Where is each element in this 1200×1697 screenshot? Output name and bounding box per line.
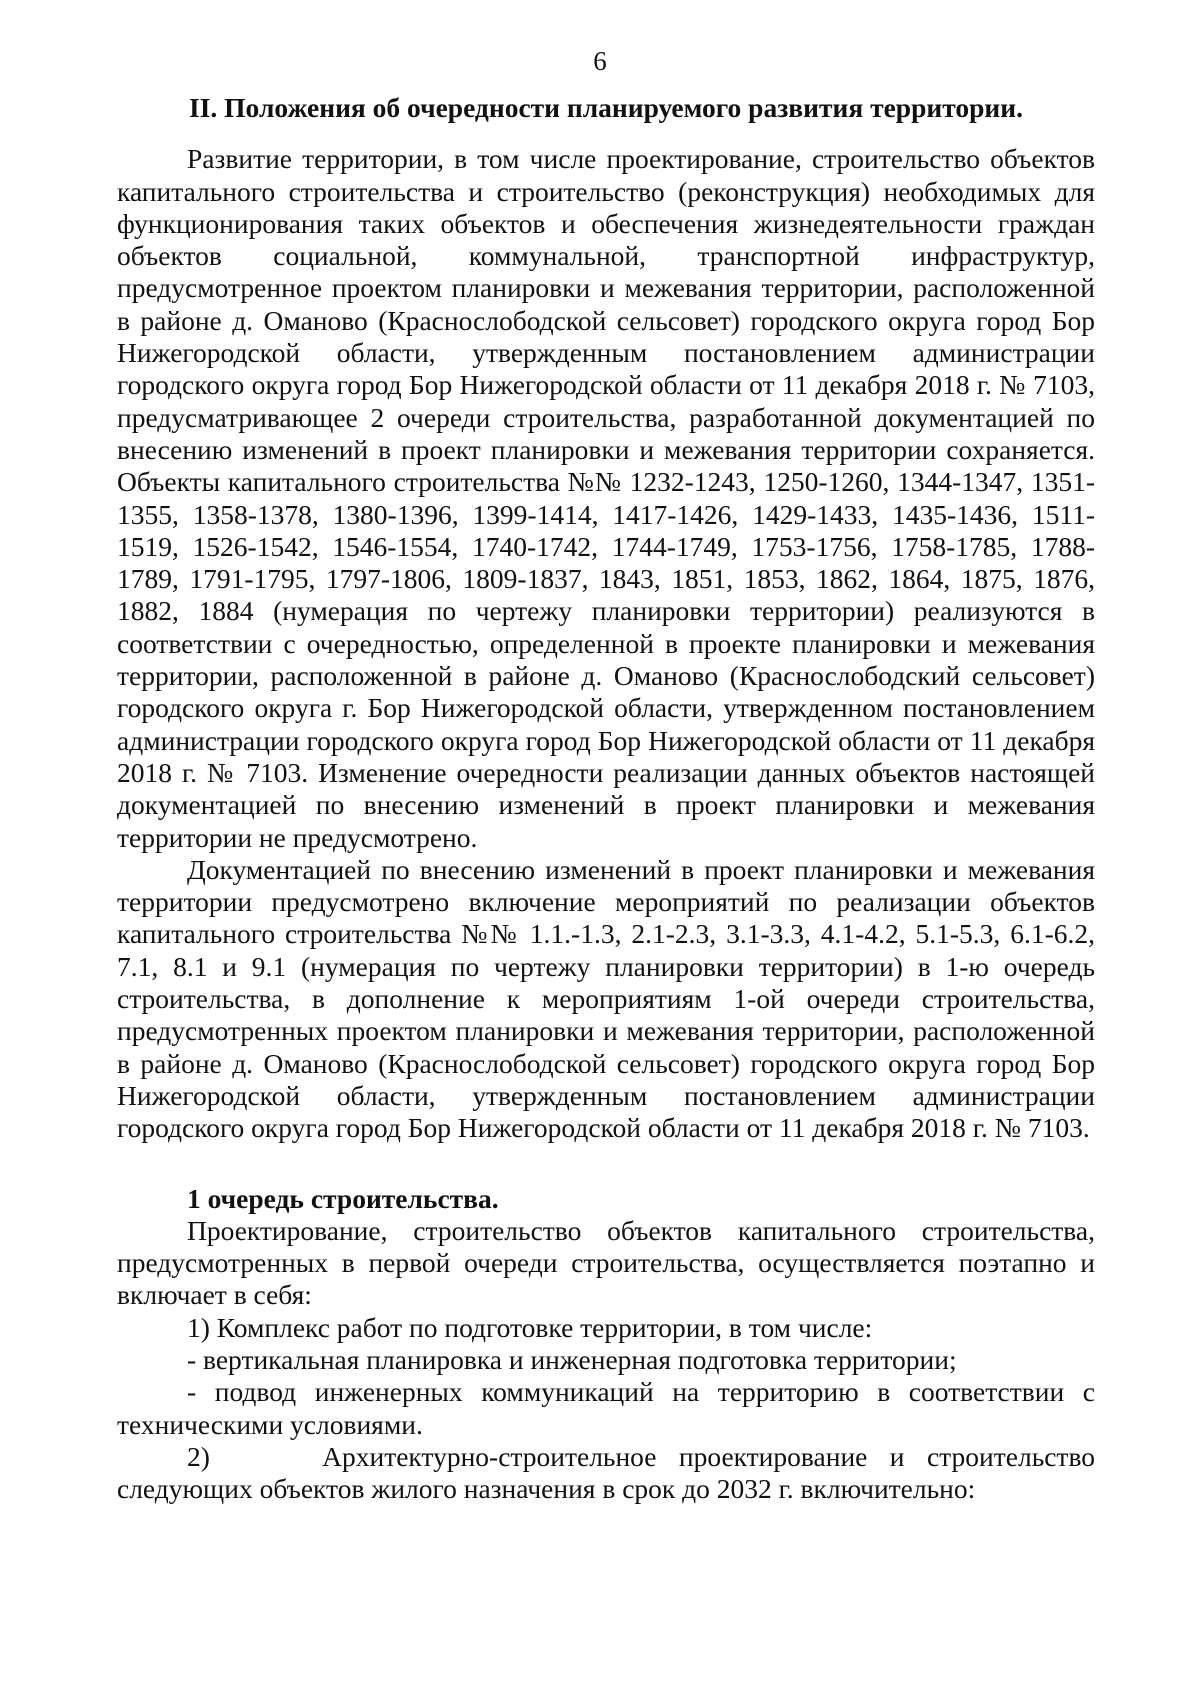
stage1-intro: Проектирование, строительство объектов капитального строительства, предусмотренных в первой очереди строительства, осуществляется поэтапно и включает в себя:: [117, 1214, 1095, 1311]
paragraph-development-preserved: Развитие территории, в том числе проектирование, строительство объектов капитального строительства и строительство (реконструкция) необходимых для функционирования таких объектов и обеспечения жизнедеятельности граждан объектов социальной, коммунальной, транспортной инфраструктур, предусмотренное проектом планировки и межевания территории, расположенной в районе д. Оманово (Краснослободской сельсовет) городского округа город Бор Нижегородской области, утвержденным постановлением администрации городского округа город Бор Нижегородской области от 11 декабря 2018 г. № 7103, предусматривающее 2 очереди строительства, разработанной документацией по внесению изменений в проект планировки и межевания территории сохраняется. Объекты капитального строительства №№ 1232-1243, 1250-1260, 1344-1347, 1351-1355, 1358-1378, 1380-1396, 1399-1414, 1417-1426, 1429-1433, 1435-1436, 1511-1519, 1526-1542, 1546-1554, 1740-1742, 1744-1749, 1753-1756, 1758-1785, 1788-1789, 1791-1795, 1797-1806, 1809-1837, 1843, 1851, 1853, 1862, 1864, 1875, 1876, 1882, 1884 (нумерация по чертежу планировки территории) реализуются в соответствии с очередностью, определенной в проекте планировки и межевания территории, расположенной в районе д. Оманово (Краснослободский сельсовет) городского округа г. Бор Нижегородской области, утвержденном постановлением администрации городского округа город Бор Нижегородской области от 11 декабря 2018 г. № 7103. Изменение очередности реализации данных объектов настоящей документацией по внесению изменений в проект планировки и межевания территории не предусмотрено.: [117, 143, 1095, 853]
list-item: 1) Комплекс работ по подготовке территории, в том числе:: [187, 1311, 873, 1343]
list-item: 2) Архитектурно-строительное проектирование и строительство следующих объектов жилого назначения в срок до 2032 г. включительно:: [117, 1440, 1102, 1505]
document-body: [117, 92, 1102, 1505]
list-item: - подвод инженерных коммуникаций на территорию в соответствии с техническими условиями.: [117, 1376, 1095, 1440]
list-item: - вертикальная планировка и инженерная подготовка территории;: [187, 1343, 957, 1375]
paragraph-stage1-additions: Документацией по внесению изменений в проект планировки и межевания территории предусмотрено включение мероприятий по реализации объектов капитального строительства №№ 1.1.-1.3, 2.1-2.3, 3.1-3.3, 4.1-4.2, 5.1-5.3, 6.1-6.2, 7.1, 8.1 и 9.1 (нумерация по чертежу планировки территории) в 1-ю очередь строительства, в дополнение к мероприятиям 1-ой очереди строительства, предусмотренных проектом планировки и межевания территории, расположенной в районе д. Оманово (Краснослободской сельсовет) городского округа город Бор Нижегородской области, утвержденным постановлением администрации городского округа город Бор Нижегородской области от 11 декабря 2018 г. № 7103.: [117, 853, 1095, 1144]
section-title: II. Положения об очередности планируемого развития территории.: [189, 92, 1023, 123]
stage1-title: 1 очередь строительства.: [187, 1182, 499, 1214]
page-number: 6: [593, 46, 607, 76]
